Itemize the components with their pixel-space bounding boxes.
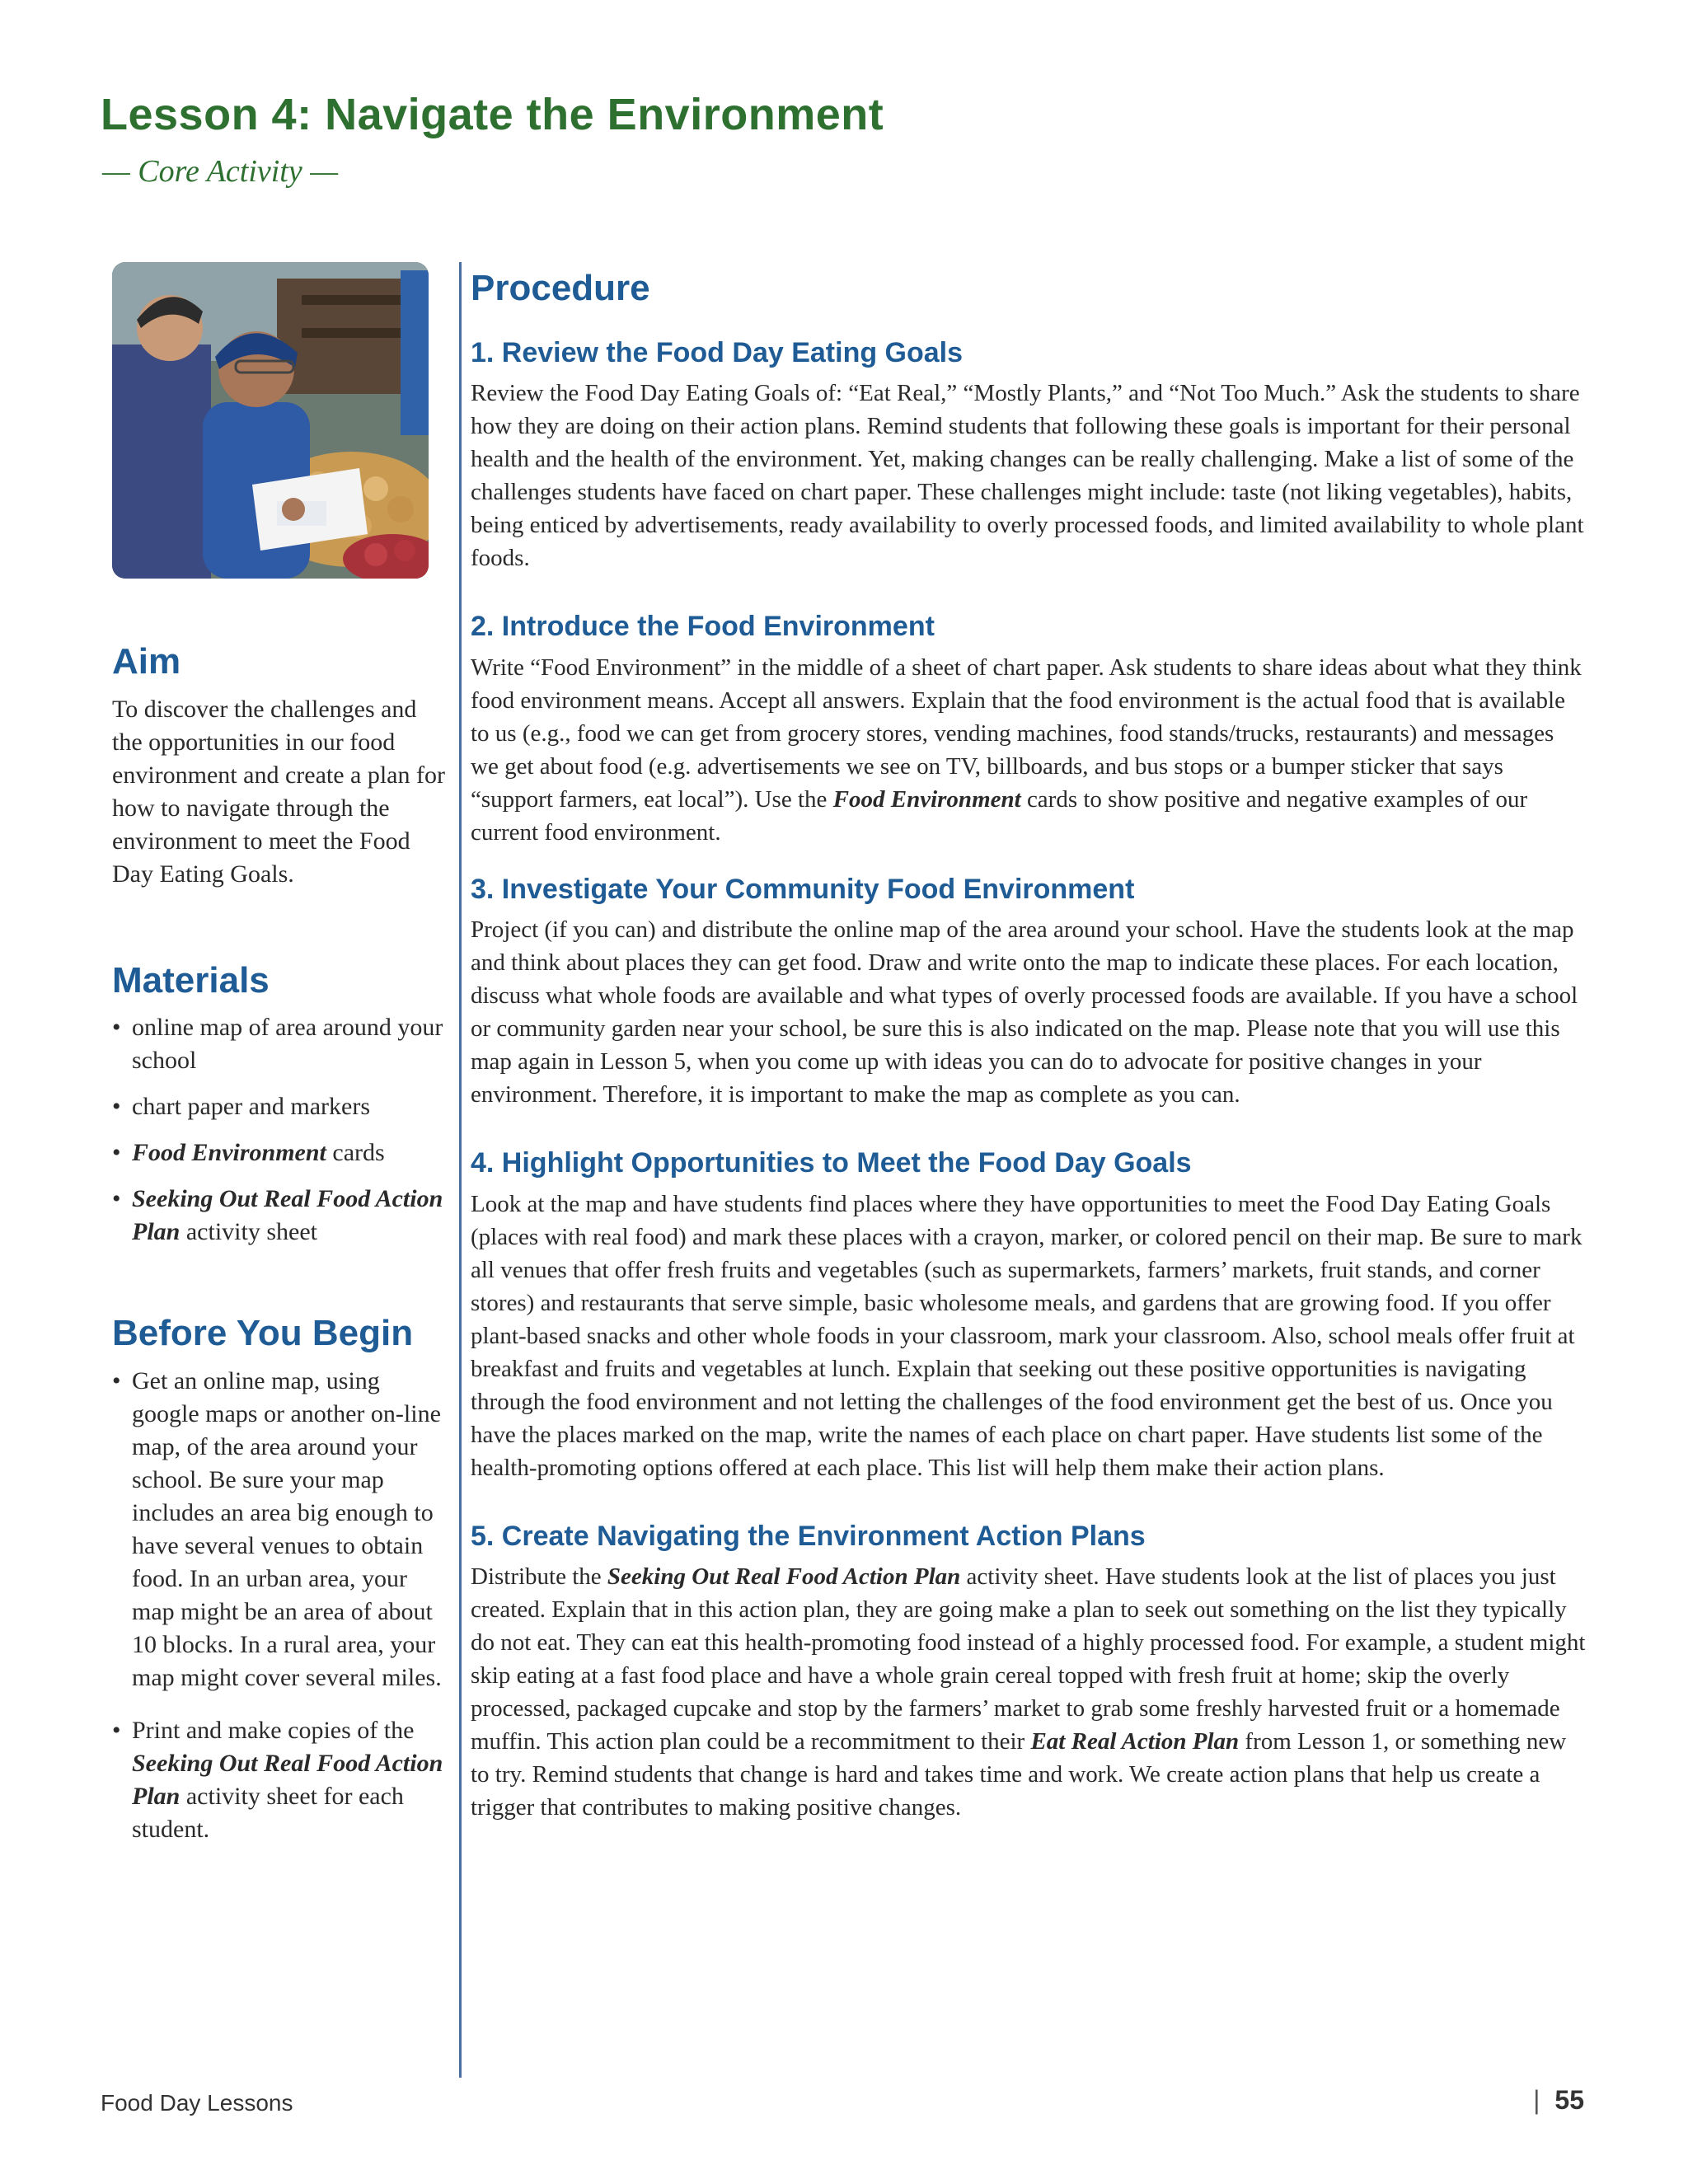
procedure-step-4: [471, 1146, 1587, 1484]
step-text: Look at the map and have students find places where they have opportunities to meet the Food Day Eating Goals (places with real food) and mark these places with a crayon, marker, or colored pencil on their map. Be sure to mark all venues that offer fresh fruits and vegetables (such as supermarkets, farmers’ markets, fruit stands, and corner stores) and restaurants that serve simple, basic wholesome meals, and gardens that are growing food. If you offer plant-based snacks and other whole foods in your classroom, mark your classroom. Also, school meals offer fruit at breakfast and fruits and vegetables at lunch. Explain that seeking out these positive opportunities is navigating through the food environment and not letting the challenges of the food environment get the best of us. Once you have the places marked on the map, write the names of each place on chart paper. Have students list some of the health-promoting options offered at each place. This list will help them make their action plans.: [471, 1190, 1582, 1481]
procedure-step-1: [471, 335, 1587, 575]
procedure-step-3: [471, 872, 1587, 1112]
list-item: • chart paper and markers: [112, 1090, 450, 1123]
page-number: 55: [1554, 2085, 1584, 2115]
list-item: • online map of area around your school: [112, 1011, 450, 1077]
students-market-photo: [112, 262, 429, 579]
column-divider: [459, 262, 462, 2078]
before-you-begin-section: [112, 1313, 450, 1846]
materials-section: [112, 960, 450, 1249]
step-title: 2. Introduce the Food Environment: [471, 611, 935, 643]
page-title: Lesson 4: Navigate the Environment: [101, 90, 884, 139]
materials-heading: Materials: [112, 959, 270, 1001]
materials-list: [112, 1011, 450, 1249]
before-you-begin-heading: Before You Begin: [112, 1313, 414, 1354]
aim-section: [112, 641, 450, 891]
photo-illustration: [112, 262, 429, 579]
step-title: 3. Investigate Your Community Food Environment: [471, 873, 1135, 905]
footer-separator: |: [1533, 2085, 1540, 2115]
procedure-step-2: [471, 609, 1587, 849]
procedure-column: [471, 262, 1587, 1824]
step-text: Review the Food Day Eating Goals of: “Eat Real,” “Mostly Plants,” and “Not Too Much.” Ask the students to share how they are doing on their action plans. Remind students that following these goals is important for their personal health and the health of the environment. Yet, making changes can be really challenging. Make a list of some of the challenges students have faced on chart paper. These challenges might include: taste (not liking vegetables), habits, being enticed by advertisements, ready availability to overly processed foods, and limited availability to whole plant foods.: [471, 380, 1584, 572]
page-subtitle: — Core Activity —: [102, 154, 339, 189]
step-title: 4. Highlight Opportunities to Meet the Food Day Goals: [471, 1147, 1192, 1179]
aim-heading: Aim: [112, 641, 181, 682]
footer-page: [1533, 2085, 1584, 2116]
step-text: Write “Food Environment” in the middle of a sheet of chart paper. Ask students to share ideas about what they think food environment means. Accept all answers. Explain that the food environment is the actual food that is available to us (e.g., food we can get from grocery stores, vending machines, food stands/trucks, restaurants) and messages we get about food (e.g. advertisements we see on TV, billboards, and bus stops or a bumper sticker that says “support farmers, eat local”). Use the Food Environment cards to show positive and negative examples of our current food environment.: [471, 654, 1582, 846]
step-title: 5. Create Navigating the Environment Action Plans: [471, 1520, 1146, 1552]
step-text: Distribute the Seeking Out Real Food Action Plan activity sheet. Have students look at the list of places you just created. Explain that in this action plan, they are going make a plan to seek out something on the list they typically do not eat. They can eat this health-promoting food instead of a highly processed food. For example, a student might skip eating at a fast food place and have a whole grain cereal topped with fresh fruit at home; skip the overly processed, packaged cupcake and stop by the farmers’ market to grab some freshly harvested fruit or a homemade muffin. This action plan could be a recommitment to their Eat Real Action Plan from Lesson 1, or something new to try. Remind students that change is hard and takes time and work. We create action plans that help us create a trigger that contributes to making positive changes.: [471, 1563, 1586, 1821]
step-title: 1. Review the Food Day Eating Goals: [471, 336, 964, 368]
list-item: • Seeking Out Real Food Action Plan activity sheet: [112, 1183, 450, 1249]
list-item: • Print and make copies of the Seeking Out Real Food Action Plan activity sheet for each student.: [112, 1714, 450, 1846]
procedure-heading: Procedure: [471, 268, 650, 308]
aim-text: To discover the challenges and the opportunities in our food environment and create a plan for how to navigate through the environment to meet the Food Day Eating Goals.: [112, 695, 445, 888]
sidebar: [112, 641, 450, 1859]
list-item: • Get an online map, using google maps or another on-line map, of the area around your school. Be sure your map includes an area big enough to have several venues to obtain food. In an urban area, your map might be an area of about 10 blocks. In a rural area, your map might cover several miles.: [112, 1365, 450, 1694]
procedure-step-5: [471, 1519, 1587, 1825]
footer-title: Food Day Lessons: [101, 2090, 293, 2116]
list-item: • Food Environment cards: [112, 1137, 450, 1169]
before-you-begin-list: [112, 1365, 450, 1846]
step-text: Project (if you can) and distribute the online map of the area around your school. Have the students look at the map and think about places they can get food. Draw and write onto the map to indicate these places. For each location, discuss what whole foods are available and what types of overly processed foods are available. If you have a school or community garden near your school, be sure this is also indicated on the map. Please note that you will use this map again in Lesson 5, when you come up with ideas you can do to advocate for positive changes in your environment. Therefore, it is important to make the map as complete as you can.: [471, 916, 1578, 1108]
